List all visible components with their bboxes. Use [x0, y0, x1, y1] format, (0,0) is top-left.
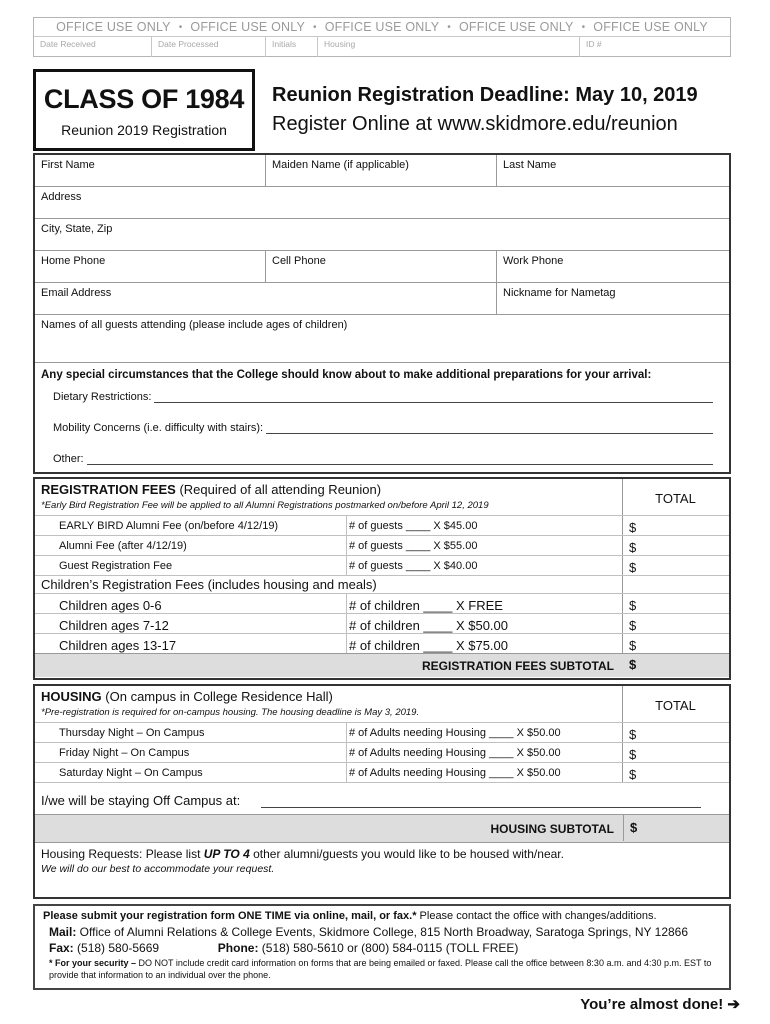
housing-night-label: Thursday Night – On Campus: [59, 727, 205, 739]
other-label: Other:: [53, 453, 84, 465]
city-state-zip-field[interactable]: City, State, Zip: [41, 223, 113, 235]
children-fee-label: Children ages 7-12: [59, 618, 169, 633]
children-fee-label: Children ages 13-17: [59, 638, 177, 653]
submit-instructions-rest: Please contact the office with changes/additions.: [416, 910, 657, 922]
housing-note: *Pre-registration is required for on-campus housing. The housing deadline is May 3, 2019.: [41, 707, 420, 718]
children-fee-row: [35, 613, 729, 633]
children-fees-heading-row: [35, 575, 729, 593]
separator-dot: •: [581, 21, 586, 33]
housing-night-label: Saturday Night – On Campus: [59, 767, 203, 779]
housing-subtotal-row: [35, 814, 729, 842]
fees-subtotal-field[interactable]: $: [629, 657, 637, 672]
phone-number: (518) 580-5610 or (800) 584-0115 (TOLL FREE): [258, 941, 519, 955]
children-qty-field[interactable]: # of children ____ X $50.00: [346, 614, 508, 634]
children-fees-title: Children’s Registration Fees (includes housing and meals): [41, 577, 377, 592]
fees-title: [41, 482, 381, 497]
first-name-field[interactable]: First Name: [35, 155, 266, 186]
separator-dot: •: [313, 21, 317, 33]
fee-total-field[interactable]: $: [629, 540, 637, 555]
address-field[interactable]: Address: [41, 191, 82, 203]
housing-subtotal-label: HOUSING SUBTOTAL: [490, 822, 614, 836]
fax-phone-line: [43, 941, 721, 955]
dietary-input-line[interactable]: [154, 392, 713, 403]
fee-row: [35, 515, 729, 535]
fee-row: [35, 535, 729, 555]
children-fee-label: Children ages 0-6: [59, 598, 162, 613]
fees-title-bold: REGISTRATION FEES: [41, 482, 176, 497]
fee-label: Alumni Fee (after 4/12/19): [59, 540, 187, 552]
separator-dot: •: [447, 21, 451, 33]
id-field[interactable]: ID #: [586, 39, 602, 49]
housing-total-field[interactable]: $: [629, 747, 637, 762]
submit-instructions-bold: Please submit your registration form ONE TIME via online, mail, or fax.*: [43, 910, 417, 922]
last-name-field[interactable]: Last Name: [503, 159, 557, 171]
mail-address: Office of Alumni Relations & College Events, Skidmore College, 815 North Broadway, Saratoga Springs, NY 12866: [76, 925, 689, 939]
work-phone-field[interactable]: Work Phone: [503, 255, 564, 267]
date-processed-field[interactable]: Date Processed: [152, 37, 266, 57]
special-circumstances-question: Any special circumstances that the College should know about to make additional preparations for your arrival:: [41, 369, 652, 381]
submit-instructions: [43, 910, 721, 922]
fax-label: Fax:: [49, 941, 74, 955]
housing-field[interactable]: Housing: [318, 37, 580, 57]
class-title-box: [33, 69, 255, 151]
mobility-input-line[interactable]: [266, 423, 713, 434]
off-campus-label: I/we will be staying Off Campus at:: [41, 793, 241, 808]
guests-field[interactable]: Names of all guests attending (please include ages of children): [41, 319, 348, 331]
fee-qty-field[interactable]: # of guests ____ X $40.00: [346, 556, 477, 576]
mobility-label: Mobility Concerns (i.e. difficulty with stairs):: [53, 422, 264, 434]
security-note-text: DO NOT include credit card information on forms that are being emailed or faxed. Please call the office between 8:30 a.m. and 4:30 p.m. EST to provide that information to an individual over the phone.: [49, 958, 712, 980]
initials-field[interactable]: Initials: [266, 37, 318, 57]
security-note-bold: * For your security –: [49, 958, 137, 968]
registration-fees-section: [33, 477, 731, 680]
security-note: [43, 958, 721, 981]
children-total-field[interactable]: $: [629, 618, 637, 633]
special-circumstances: [35, 363, 729, 471]
fee-qty-field[interactable]: # of guests ____ X $45.00: [346, 516, 477, 536]
fax-number: (518) 580-5669: [73, 941, 160, 955]
housing-qty-field[interactable]: # of Adults needing Housing ____ X $50.00: [346, 723, 561, 743]
housing-qty-field[interactable]: # of Adults needing Housing ____ X $50.00: [346, 763, 561, 783]
dietary-row: [53, 391, 723, 403]
housing-requests-lead: Housing Requests: Please list: [41, 847, 204, 861]
housing-requests-tail: other alumni/guests you would like to be housed with/near.: [249, 847, 564, 861]
office-use-label: OFFICE USE ONLY: [190, 20, 305, 34]
children-total-field[interactable]: $: [629, 598, 637, 613]
nickname-field[interactable]: Nickname for Nametag: [503, 287, 616, 299]
off-campus-input-line[interactable]: [261, 807, 701, 808]
housing-row: [35, 762, 729, 782]
housing-total-field[interactable]: $: [629, 767, 637, 782]
submission-info: [33, 904, 731, 990]
housing-total-label: TOTAL: [655, 698, 696, 713]
office-use-strip: [33, 17, 731, 57]
fee-label: EARLY BIRD Alumni Fee (on/before 4/12/19): [59, 520, 279, 532]
fee-row: [35, 555, 729, 575]
phone-label: Phone:: [217, 941, 259, 955]
housing-requests-limit: UP TO 4: [203, 847, 250, 861]
housing-row: [35, 742, 729, 762]
fee-qty-field[interactable]: # of guests ____ X $55.00: [346, 536, 477, 556]
office-use-fields: [34, 37, 730, 57]
housing-requests[interactable]: [35, 842, 729, 879]
office-use-header: [34, 18, 730, 37]
fee-total-field[interactable]: $: [629, 560, 637, 575]
fees-subtotal-row: [35, 653, 729, 677]
fees-header: [35, 479, 729, 515]
contact-info-section: [33, 153, 731, 474]
date-received-field[interactable]: Date Received: [34, 37, 152, 57]
home-phone-field[interactable]: Home Phone: [35, 251, 266, 282]
mail-label: Mail:: [49, 925, 77, 939]
housing-subtotal-field[interactable]: $: [623, 815, 637, 841]
housing-title-bold: HOUSING: [41, 689, 102, 704]
housing-title: [41, 689, 333, 704]
email-field[interactable]: Email Address: [35, 283, 497, 314]
housing-header: [35, 686, 729, 722]
mobility-row: [53, 422, 723, 434]
housing-row: [35, 722, 729, 742]
children-fee-row: [35, 633, 729, 653]
office-use-label: OFFICE USE ONLY: [324, 20, 440, 34]
children-qty-field[interactable]: # of children ____ X $75.00: [346, 634, 508, 654]
children-fee-row: [35, 593, 729, 613]
fees-total-label: TOTAL: [655, 491, 696, 506]
housing-total-field[interactable]: $: [629, 727, 637, 742]
housing-qty-field[interactable]: # of Adults needing Housing ____ X $50.00: [346, 743, 561, 763]
class-subtitle: Reunion 2019 Registration: [61, 122, 227, 138]
housing-night-label: Friday Night – On Campus: [59, 747, 190, 759]
children-total-field[interactable]: $: [629, 638, 637, 653]
children-qty-field[interactable]: # of children ____ X FREE: [346, 594, 503, 614]
mail-line: [43, 925, 721, 939]
registration-deadline: Reunion Registration Deadline: May 10, 2019: [272, 84, 698, 106]
dietary-label: Dietary Restrictions:: [53, 391, 152, 403]
other-input-line[interactable]: [87, 454, 713, 465]
fee-total-field[interactable]: $: [629, 520, 637, 535]
housing-title-rest: (On campus in College Residence Hall): [101, 689, 333, 704]
fees-subtotal-label: REGISTRATION FEES SUBTOTAL: [421, 659, 614, 673]
fees-title-rest: (Required of all attending Reunion): [175, 482, 382, 497]
fee-label: Guest Registration Fee: [59, 560, 173, 572]
office-use-label: OFFICE USE ONLY: [56, 20, 171, 34]
maiden-name-field[interactable]: Maiden Name (if applicable): [266, 155, 497, 186]
housing-section: [33, 684, 731, 899]
off-campus-row: [35, 782, 729, 814]
office-use-label: OFFICE USE ONLY: [459, 20, 574, 34]
register-online-link[interactable]: Register Online at www.skidmore.edu/reunion: [272, 113, 678, 135]
other-row: [53, 453, 723, 465]
housing-requests-note: We will do our best to accommodate your request.: [41, 863, 275, 875]
housing-requests-text: [41, 847, 723, 861]
early-bird-note: *Early Bird Registration Fee will be applied to all Alumni Registrations postmarked on/before April 12, 2019: [41, 500, 489, 511]
almost-done-footer: You’re almost done! ➔: [580, 996, 740, 1013]
cell-phone-field[interactable]: Cell Phone: [266, 251, 497, 282]
office-use-label: OFFICE USE ONLY: [593, 20, 708, 34]
separator-dot: •: [178, 21, 183, 33]
class-title: CLASS OF 1984: [43, 84, 245, 114]
